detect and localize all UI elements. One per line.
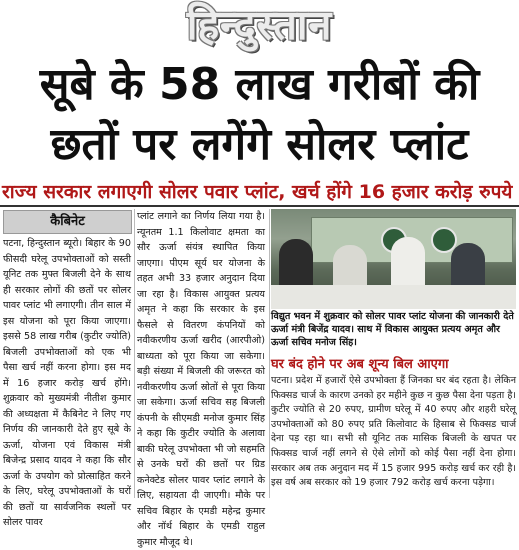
subheadline: राज्य सरकार लगाएगी सोलर पवार प्लांट, खर्च होंगे 16 हजार करोड़ रुपये xyxy=(2,181,513,203)
headline-line-1: सूबे के 58 लाख गरीबों की xyxy=(39,59,480,110)
newspaper-logo: हिन्दुस्तान xyxy=(186,1,333,49)
photo-caption: विद्युत भवन में शुक्रवार को सोलर पावर प्लांट योजना की जानकारी देते ऊर्जा मंत्री बिजेंद्र यादव। साथ में विकास आयुक्त प्रत्यय अमृत और ऊर्जा सचिव मनोज सिंह। xyxy=(271,311,514,348)
column-divider xyxy=(134,209,135,498)
divider-rule xyxy=(0,205,519,207)
masthead xyxy=(0,0,519,52)
article-column-2: प्लांट लगाने का निर्णय लिया गया है। न्यूनतम 1.1 किलोवाट क्षमता का सौर ऊर्जा संयंत्र स्थापित किया जाएगा। पीएम सूर्य घर योजना के तहत अभी 33 हजार अनुदान दिया जा रहा है। विकास आयुक्त प्रत्यय अमृत ने कहा कि सरकार के इस फैसले से वितरण कंपनियों को नवीकरणीय ऊर्जा खरीद (आरपीओ) बाध्यता को पूरा किया जा सकेगा। बड़ी संख्या में बिजली की जरूरत को नवीकरणीय ऊर्जा स्रोतों से पूरा किया जा सकेगा। ऊर्जा सचिव सह बिजली कंपनी के सीएमडी मनोज कुमार सिंह ने कहा कि कुटीर ज्योति के अलावा बाकी घरेलू उपभोक्ता भी जो सहमति से उनके घरों की छतों पर ग्रिड कनेक्टेड सोलर पावर प्लांट लगाने के लिए, सहायता दी जाएगी। मौके पर सचिव बिहार के एमडी महेन्द्र कुमार और नॉर्थ बिहार के एमडी राहुल कुमार मौजूद थे। xyxy=(137,211,265,548)
article-column-1: पटना, हिन्दुस्तान ब्यूरो। बिहार के 90 फीसदी घरेलू उपभोक्ताओं को सस्ती यूनिट तक मुफ्त बिजली देने के साथ ही सरकार लोगों की छतों पर सोलर पावर प्लांट भी लगाएगी। तीन साल में इस योजना को पूरा किया जाएगा। इससे 58 लाख गरीब (कुटीर ज्योति) बिजली उपभोक्ताओं को एक भी पैसा खर्च नहीं करना होगा। इस मद में 16 हजार करोड़ खर्च होंगे। शुक्रवार को मुख्यमंत्री नीतीश कुमार की अध्यक्षता में कैबिनेट ने लिए गए निर्णय की जानकारी देते हुए सूबे के ऊर्जा, योजना एवं विकास मंत्री बिजेन्द्र प्रसाद यादव ने कहा कि सौर ऊर्जा के उपयोग को प्रोत्साहित करने के लिए, घरेलू उपभोक्ताओं के घरों की छतों या सार्वजनिक स्थलों पर सोलर पावर xyxy=(3,238,131,528)
column-divider xyxy=(269,209,270,498)
press-conference-photo xyxy=(271,209,516,309)
headline-line-2: छतों पर लगेंगे सोलर प्लांट xyxy=(50,119,469,170)
table-cloth xyxy=(271,285,516,309)
article-column-3: पटना। प्रदेश में हजारों ऐसे उपभोक्ता हैं जिनका घर बंद रहता है। लेकिन फिक्सड चार्ज के कारण उनको हर महीने कुछ न कुछ पैसा देना पड़ता है। कुटीर ज्योति से 20 रुपए, ग्रामीण घरेलू में 40 रुपए और शहरी घरेलू उपभोक्ताओं को 80 रुपए प्रति किलोवाट के हिसाब से फिक्सड चार्ज देना पड़ रहा था। सभी सौ यूनिट तक मासिक बिजली के खपत पर फिक्सड चार्ज नहीं लगने से ऐसे लोगों को कोई पैसा नहीं देना होगा। सरकार अब तक अनुदान मद में 15 हजार 995 करोड़ खर्च कर रही है। इस वर्ष अब सरकार को 19 हजार 792 करोड़ खर्च करना पड़ेगा। xyxy=(271,375,516,489)
secondary-subhead: घर बंद होने पर अब शून्य बिल आएगा xyxy=(271,357,449,372)
section-badge: कैबिनेट xyxy=(3,210,132,234)
